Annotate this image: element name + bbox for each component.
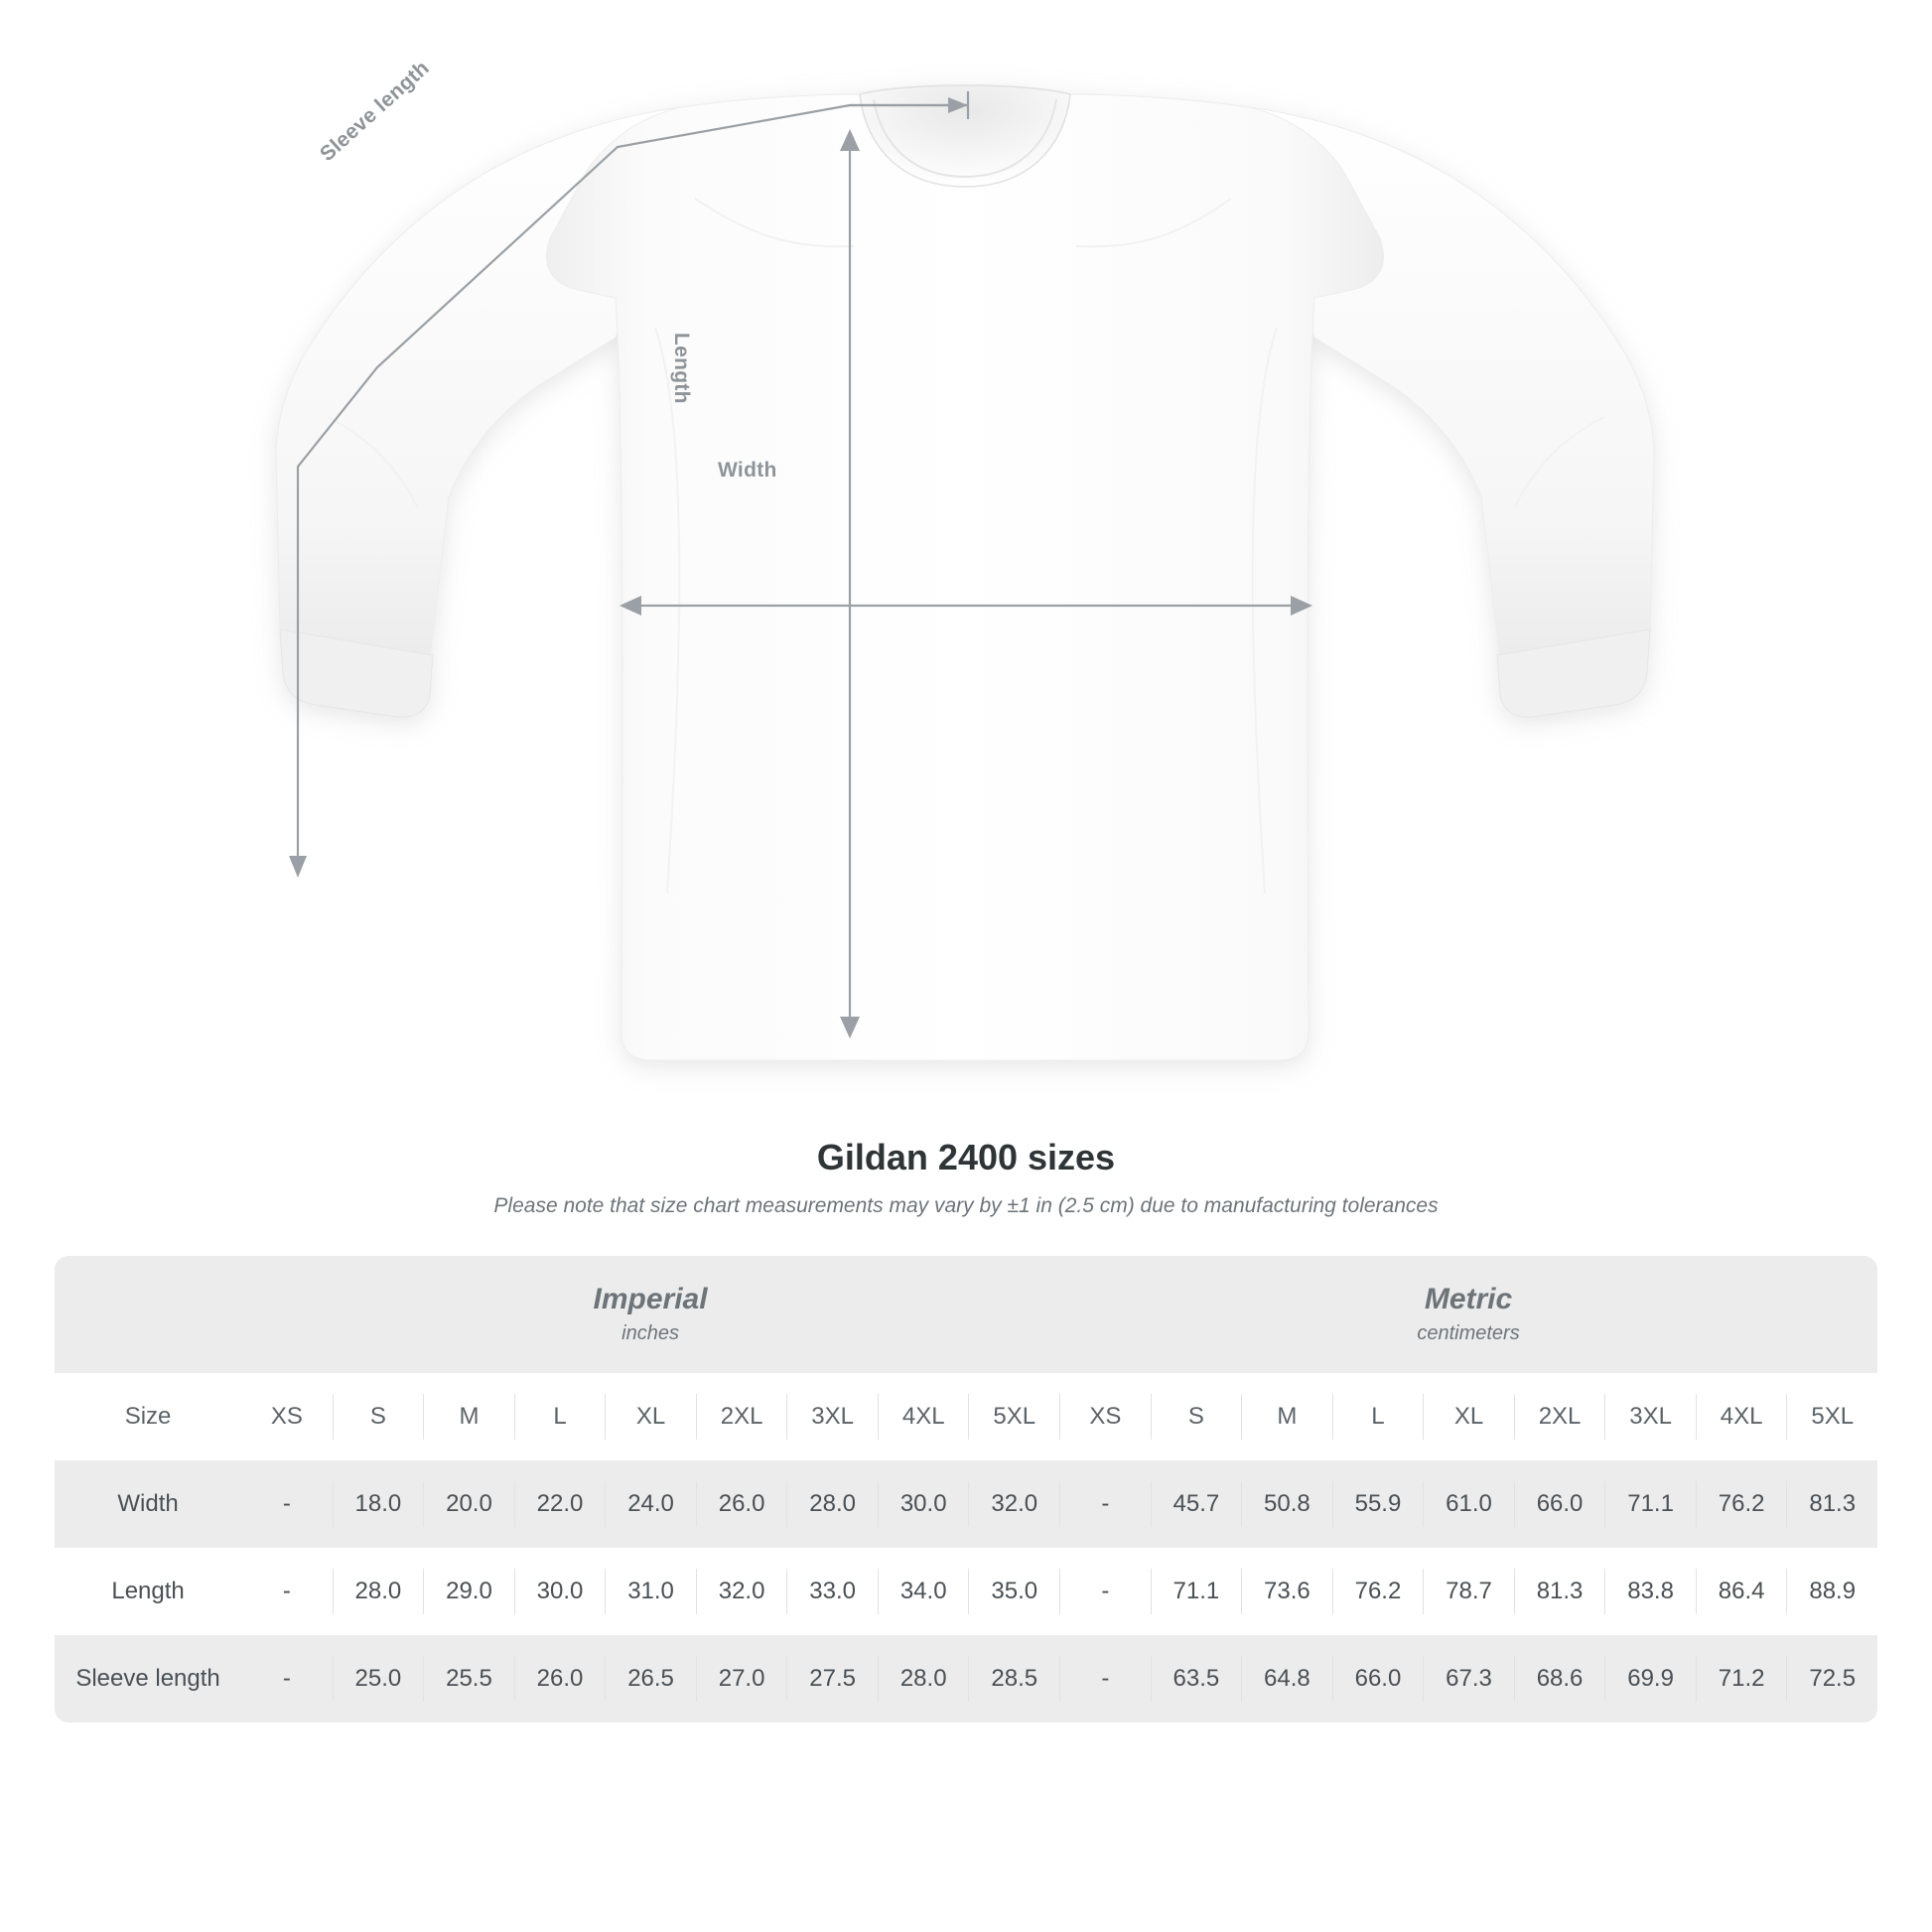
cell-width-imperial-3xl: 28.0 (786, 1460, 878, 1548)
size-header-imperial-3xl: 3XL (786, 1373, 878, 1460)
cell-width-imperial-m: 20.0 (423, 1460, 514, 1548)
cell-length-imperial-5xl: 35.0 (968, 1548, 1059, 1635)
cell-sleeve-imperial-5xl: 28.5 (968, 1635, 1059, 1723)
size-header-imperial-xl: XL (605, 1373, 696, 1460)
cell-width-metric-xs: - (1059, 1460, 1151, 1548)
size-header-metric-3xl: 3XL (1604, 1373, 1696, 1460)
tolerance-note: Please note that size chart measurements may vary by ±1 in (2.5 cm) due to manufacturing tolerances (493, 1194, 1439, 1217)
cell-width-imperial-xs: - (241, 1460, 333, 1548)
unit-group-metric-sub: centimeters (1417, 1321, 1520, 1344)
unit-group-metric (1059, 1256, 1877, 1373)
cell-sleeve-metric-xs: - (1059, 1635, 1151, 1723)
cell-length-metric-s: 71.1 (1151, 1548, 1242, 1635)
size-table-container (55, 1256, 1877, 1723)
size-header-imperial-5xl: 5XL (968, 1373, 1059, 1460)
cell-sleeve-imperial-4xl: 28.0 (878, 1635, 969, 1723)
table-row-length (55, 1548, 1877, 1635)
width-dimension-label: Width (718, 459, 777, 482)
size-header-metric-m: M (1241, 1373, 1332, 1460)
cell-length-imperial-3xl: 33.0 (786, 1548, 878, 1635)
cell-width-metric-2xl: 66.0 (1514, 1460, 1605, 1548)
cell-sleeve-imperial-xl: 26.5 (605, 1635, 696, 1723)
cell-sleeve-metric-3xl: 69.9 (1604, 1635, 1696, 1723)
size-header-row (55, 1373, 1877, 1460)
unit-group-imperial (241, 1256, 1059, 1373)
cell-length-imperial-4xl: 34.0 (878, 1548, 969, 1635)
size-header-imperial-4xl: 4XL (878, 1373, 969, 1460)
cell-length-metric-xs: - (1059, 1548, 1151, 1635)
cell-length-imperial-m: 29.0 (423, 1548, 514, 1635)
cell-length-metric-3xl: 83.8 (1604, 1548, 1696, 1635)
size-header-metric-4xl: 4XL (1696, 1373, 1787, 1460)
cell-length-imperial-l: 30.0 (514, 1548, 606, 1635)
table-row-width (55, 1460, 1877, 1548)
size-header-metric-xl: XL (1423, 1373, 1514, 1460)
cell-length-imperial-2xl: 32.0 (696, 1548, 787, 1635)
cell-length-metric-m: 73.6 (1241, 1548, 1332, 1635)
cell-sleeve-metric-s: 63.5 (1151, 1635, 1242, 1723)
unit-header-row (55, 1256, 1877, 1373)
cell-sleeve-metric-m: 64.8 (1241, 1635, 1332, 1723)
cell-width-metric-5xl: 81.3 (1786, 1460, 1877, 1548)
cell-width-imperial-s: 18.0 (333, 1460, 424, 1548)
title-block (0, 1137, 1932, 1218)
page-title: Gildan 2400 sizes (816, 1137, 1116, 1177)
unit-header-spacer (55, 1256, 241, 1373)
size-header-metric-l: L (1332, 1373, 1424, 1460)
cell-width-imperial-4xl: 30.0 (878, 1460, 969, 1548)
cell-width-metric-m: 50.8 (1241, 1460, 1332, 1548)
size-header-imperial-2xl: 2XL (696, 1373, 787, 1460)
unit-group-metric-name: Metric (1424, 1283, 1513, 1316)
cell-length-metric-xl: 78.7 (1423, 1548, 1514, 1635)
cell-length-metric-4xl: 86.4 (1696, 1548, 1787, 1635)
cell-width-metric-s: 45.7 (1151, 1460, 1242, 1548)
table-row-sleeve-length (55, 1635, 1877, 1723)
size-table (55, 1256, 1877, 1723)
cell-sleeve-metric-l: 66.0 (1332, 1635, 1424, 1723)
size-header-metric-xs: XS (1059, 1373, 1151, 1460)
size-header-metric-s: S (1151, 1373, 1242, 1460)
cell-sleeve-imperial-3xl: 27.5 (786, 1635, 878, 1723)
size-header-imperial-m: M (423, 1373, 514, 1460)
size-header-imperial-s: S (333, 1373, 424, 1460)
cell-sleeve-metric-5xl: 72.5 (1786, 1635, 1877, 1723)
size-header-imperial-xs: XS (241, 1373, 333, 1460)
cell-sleeve-metric-xl: 67.3 (1423, 1635, 1514, 1723)
cell-width-imperial-xl: 24.0 (605, 1460, 696, 1548)
cell-sleeve-imperial-s: 25.0 (333, 1635, 424, 1723)
length-dimension-label: Length (670, 333, 693, 404)
row-header-size: Size (55, 1373, 241, 1460)
row-label-sleeve-length: Sleeve length (55, 1635, 241, 1723)
cell-sleeve-imperial-xs: - (241, 1635, 333, 1723)
cell-length-metric-2xl: 81.3 (1514, 1548, 1605, 1635)
cell-width-imperial-2xl: 26.0 (696, 1460, 787, 1548)
unit-group-imperial-sub: inches (621, 1321, 679, 1344)
cell-sleeve-metric-2xl: 68.6 (1514, 1635, 1605, 1723)
cell-sleeve-imperial-l: 26.0 (514, 1635, 606, 1723)
cell-sleeve-metric-4xl: 71.2 (1696, 1635, 1787, 1723)
cell-length-imperial-s: 28.0 (333, 1548, 424, 1635)
size-header-metric-2xl: 2XL (1514, 1373, 1605, 1460)
cell-length-metric-l: 76.2 (1332, 1548, 1424, 1635)
cell-width-metric-4xl: 76.2 (1696, 1460, 1787, 1548)
cell-width-metric-l: 55.9 (1332, 1460, 1424, 1548)
cell-width-imperial-l: 22.0 (514, 1460, 606, 1548)
cell-sleeve-imperial-2xl: 27.0 (696, 1635, 787, 1723)
cell-length-metric-5xl: 88.9 (1786, 1548, 1877, 1635)
row-label-width: Width (55, 1460, 241, 1548)
cell-length-imperial-xl: 31.0 (605, 1548, 696, 1635)
size-header-imperial-l: L (514, 1373, 606, 1460)
sleeve-length-dimension-label: Sleeve length (316, 56, 434, 167)
size-header-metric-5xl: 5XL (1786, 1373, 1877, 1460)
cell-length-imperial-xs: - (241, 1548, 333, 1635)
cell-sleeve-imperial-m: 25.5 (423, 1635, 514, 1723)
cell-width-metric-3xl: 71.1 (1604, 1460, 1696, 1548)
unit-group-imperial-name: Imperial (593, 1283, 708, 1316)
cell-width-imperial-5xl: 32.0 (968, 1460, 1059, 1548)
row-label-length: Length (55, 1548, 241, 1635)
cell-width-metric-xl: 61.0 (1423, 1460, 1514, 1548)
